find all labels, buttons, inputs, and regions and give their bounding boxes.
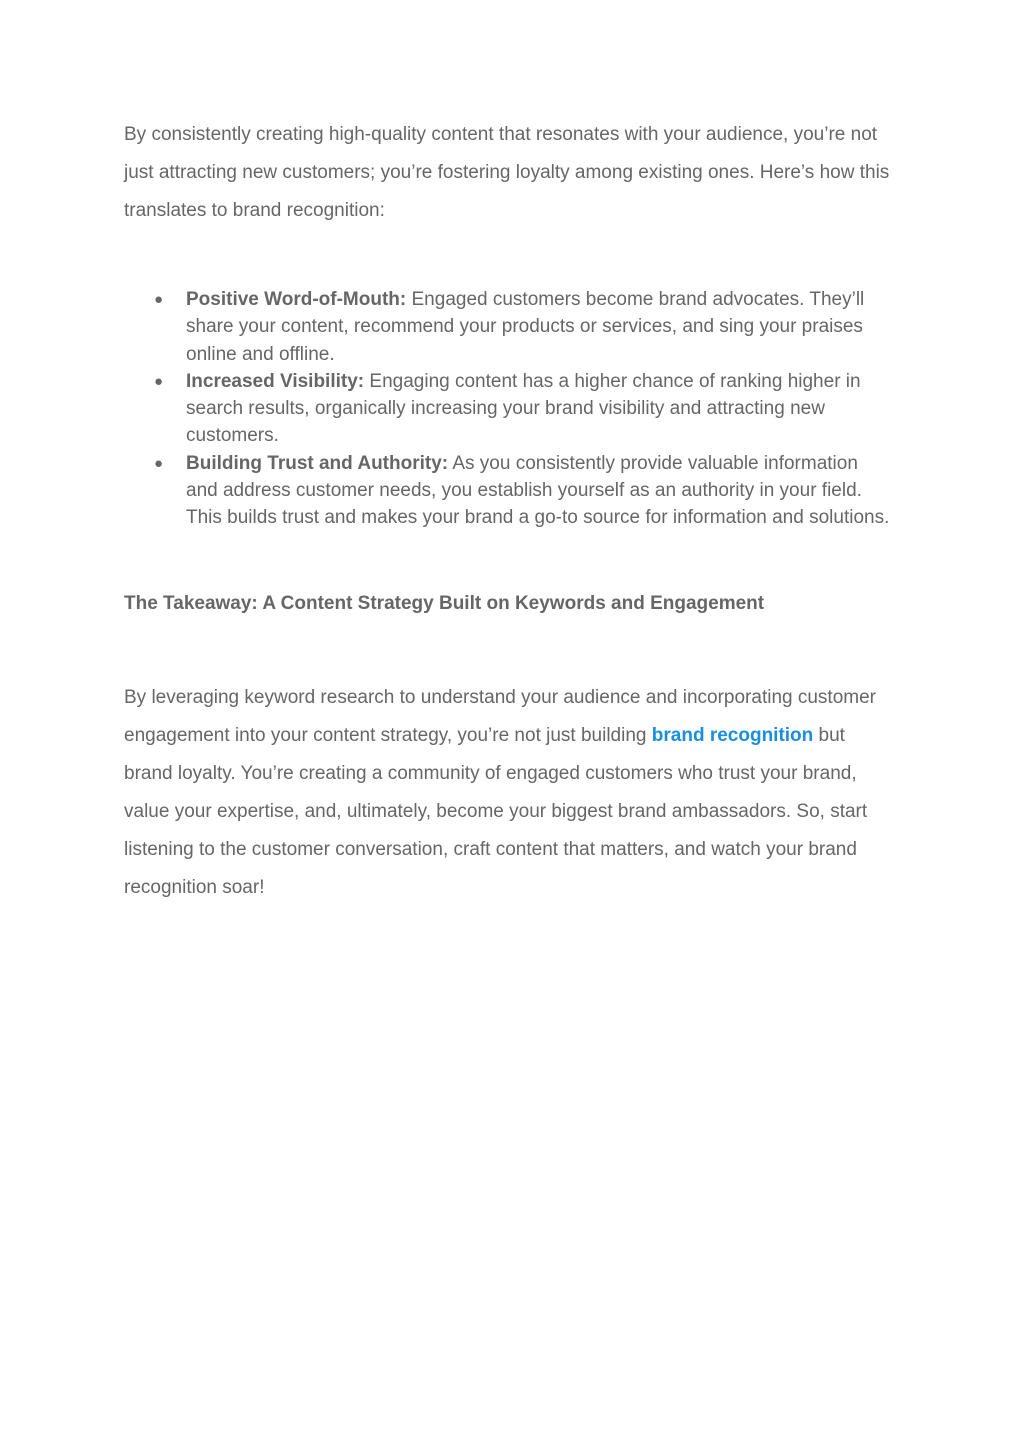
list-item-label: Positive Word-of-Mouth: xyxy=(186,289,407,310)
intro-paragraph: By consistently creating high-quality content that resonates with your audience, you’re not just attracting new customers; you’re fostering loyalty among existing ones. Here’s how this translates to brand recognition: xyxy=(124,124,890,221)
list-item xyxy=(124,286,894,368)
list-item xyxy=(124,450,894,532)
bullet-icon: ● xyxy=(154,291,164,308)
takeaway-text-before: By leveraging keyword research to understand your audience and incorporating customer engagement into your content strategy, you’re not just building xyxy=(124,686,876,746)
list-item xyxy=(124,368,894,450)
bullet-icon: ● xyxy=(154,454,164,472)
brand-recognition-link[interactable]: brand recognition xyxy=(651,724,814,746)
document-page xyxy=(124,116,894,907)
benefits-list xyxy=(124,286,894,532)
takeaway-paragraph xyxy=(124,679,894,907)
list-item-label: Building Trust and Authority: xyxy=(186,452,449,474)
takeaway-text-after: but brand loyalty. You’re creating a community of engaged customers who trust your brand, value your expertise, and, ultimately, become your biggest brand ambassadors. So, start listening to the customer conversation, craft content that matters, and watch your brand recognition soar! xyxy=(124,724,868,898)
list-item-text: Engaged customers become brand advocates. They’ll share your content, recommend your products or services, and sing your praises online and offline. xyxy=(186,289,865,365)
section-heading: The Takeaway: A Content Strategy Built on Keywords and Engagement xyxy=(124,592,765,614)
list-item-label: Increased Visibility: xyxy=(186,370,365,392)
bullet-icon: ● xyxy=(154,372,164,390)
list-item-text: As you consistently provide valuable information and address customer needs, you establish yourself as an authority in your field. This builds trust and makes your brand a go-to source for information and solutions. xyxy=(186,452,890,529)
list-item-text: Engaging content has a higher chance of ranking higher in search results, organically increasing your brand visibility and attracting new customers. xyxy=(186,370,861,447)
